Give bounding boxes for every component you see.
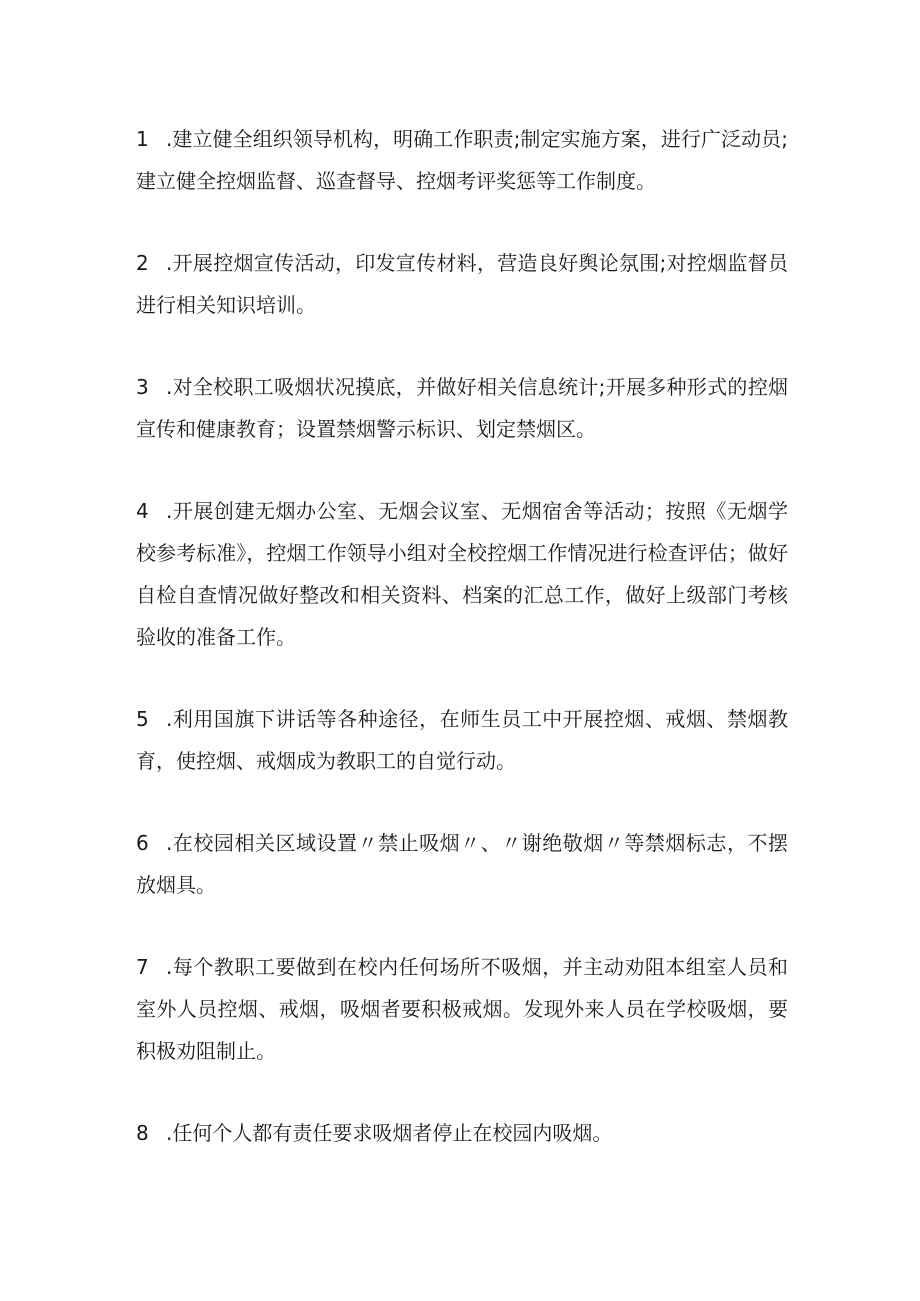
document-body <box>136 118 788 1194</box>
item-text: .利用国旗下讲话等各种途径，在师生员工中开展控烟、戒烟、禁烟教育，使控烟、戒烟成为教职工的自觉行动。 <box>136 707 788 773</box>
list-item-7 <box>136 946 788 1072</box>
item-number: 7 <box>136 955 149 979</box>
item-number: 4 <box>136 499 149 523</box>
list-item-6 <box>136 822 788 906</box>
item-number: 3 <box>136 375 149 399</box>
item-number: 8 <box>136 1121 149 1145</box>
item-text: .开展创建无烟办公室、无烟会议室、无烟宿舍等活动；按照《无烟学校参考标准》，控烟工作领导小组对全校控烟工作情况进行检查评估；做好自检自查情况做好整改和相关资料、档案的汇总工作，做好上级部门考核验收的准备工作。 <box>136 499 788 649</box>
list-item-2 <box>136 242 788 326</box>
list-item-8 <box>136 1112 788 1154</box>
list-item-5 <box>136 698 788 782</box>
item-text: .开展控烟宣传活动，印发宣传材料，营造良好舆论氛围;对控烟监督员进行相关知识培训。 <box>136 251 788 317</box>
item-text: .任何个人都有责任要求吸烟者停止在校园内吸烟。 <box>166 1121 613 1145</box>
item-number: 1 <box>136 127 149 151</box>
list-item-4 <box>136 490 788 658</box>
item-text: .在校园相关区域设置〃禁止吸烟〃、〃谢绝敬烟〃等禁烟标志，不摆放烟具。 <box>136 831 788 897</box>
item-number: 5 <box>136 707 149 731</box>
item-text: .对全校职工吸烟状况摸底，并做好相关信息统计;开展多种形式的控烟宣传和健康教育；设置禁烟警示标识、划定禁烟区。 <box>136 375 788 441</box>
item-number: 2 <box>136 251 149 275</box>
item-number: 6 <box>136 831 149 855</box>
item-text: .每个教职工要做到在校内任何场所不吸烟，并主动劝阻本组室人员和室外人员控烟、戒烟，吸烟者要积极戒烟。发现外来人员在学校吸烟，要积极劝阻制止。 <box>136 955 788 1063</box>
list-item-1 <box>136 118 788 202</box>
item-text: .建立健全组织领导机构，明确工作职责;制定实施方案，进行广泛动员;建立健全控烟监督、巡查督导、控烟考评奖惩等工作制度。 <box>136 127 788 193</box>
list-item-3 <box>136 366 788 450</box>
